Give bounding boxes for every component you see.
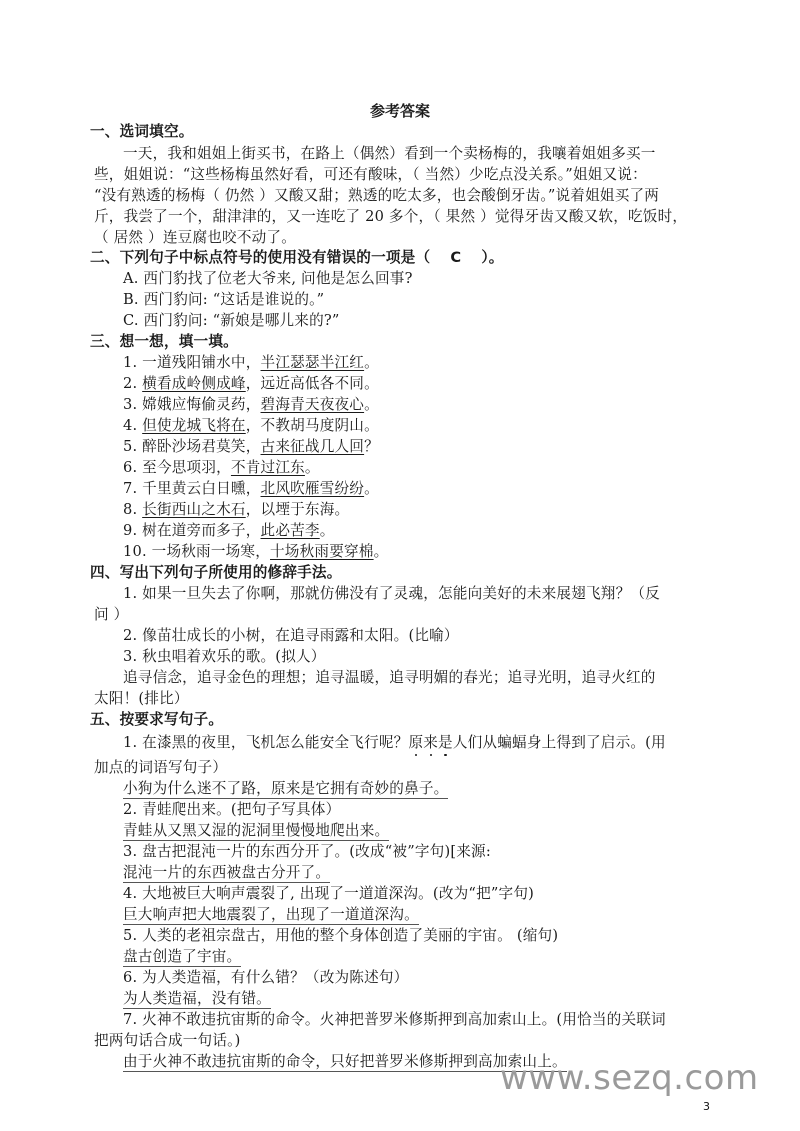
given-text: 一道残阳铺水中，: [142, 354, 261, 371]
answer-4: 巨大响声把大地震裂了，出现了一道道深沟。: [123, 906, 419, 923]
item-number: 4.: [123, 417, 143, 434]
rhetoric-item: 3. 秋虫唱着欢乐的歌。(拟人）: [123, 648, 326, 665]
rewrite-question-1: [123, 733, 666, 753]
watermark: www.sezq.com: [500, 1058, 759, 1098]
item-number: 8.: [123, 501, 143, 518]
rhetoric-item: 2. 像苗壮成长的小树，在追寻雨露和太阳。(比喻）: [123, 627, 459, 644]
rewrite-question-7-cont: 把两句话合成一句话。): [94, 1032, 241, 1049]
section-1-line: （ 居然 ）连豆腐也咬不动了。: [94, 229, 296, 246]
emphasis-dot-char: 是: [438, 734, 453, 751]
section-3-heading: 三、想一想，填一填。: [90, 333, 238, 350]
section-1-line: “没有熟透的杨梅（ 仍然 ）又酸又甜；熟透的吃太多，也会酸倒牙齿。”说着姐姐买了两: [94, 187, 660, 204]
poem-item: [123, 353, 379, 373]
answer-text: 横看成岭侧成峰: [142, 375, 246, 392]
rewrite-question-3: 3. 盘古把混沌一片的东西分开了。(改成“被”字句)[来源:: [123, 843, 491, 860]
punctuation: 。: [364, 480, 379, 497]
answer-text: 此必苦李: [260, 522, 320, 539]
answer-5: 盘古创造了宇宙。: [123, 948, 242, 965]
punctuation: 。: [319, 522, 335, 539]
given-text: 醉卧沙场君莫笑，: [142, 438, 261, 455]
item-number: 5.: [123, 438, 143, 455]
answer-text: 长街西山之木石: [142, 501, 246, 518]
given-text: 一场秋雨一场寒，: [151, 543, 271, 560]
page-title: 参考答案: [369, 102, 430, 120]
given-text: ，不教胡马度阴山。: [245, 417, 379, 434]
answer-text: 古来征战几人回: [260, 438, 365, 455]
poem-item: [123, 542, 388, 562]
option-a: A. 西门豹找了位老大爷来, 问他是怎么回事?: [123, 270, 413, 287]
rewrite-question-6: 6. 为人类造福，有什么错？（改为陈述句）: [123, 969, 409, 986]
poem-item: [123, 437, 379, 457]
rewrite-question-7: 7. 火神不敢违抗宙斯的命令。火神把普罗米修斯押到高加索山上。(用恰当的关联词: [123, 1011, 666, 1028]
item-number: 7.: [123, 480, 143, 497]
emphasis-dot-char: 来: [423, 734, 439, 751]
option-b: B. 西门豹问: “这话是谁说的。”: [123, 291, 325, 308]
punctuation: 。: [373, 543, 389, 560]
poem-item: [123, 521, 335, 541]
rhetoric-item: 1. 如果一旦失去了你啊，那就仿佛没有了灵魂，怎能向美好的未来展翅飞翔？（反: [123, 585, 660, 602]
section-5-heading: 五、按要求写句子。: [90, 711, 224, 728]
answer-6: 为人类造福，没有错。: [123, 990, 271, 1007]
given-text: ，以堙于东海。: [245, 501, 350, 518]
poem-item: [123, 458, 320, 478]
item-number: 6.: [123, 459, 143, 476]
item-number: 9.: [123, 522, 143, 539]
answer-text: 北风吹雁雪纷纷: [260, 480, 365, 497]
item-number: 1.: [123, 354, 143, 371]
answer-text: 半江瑟瑟半江红: [260, 354, 365, 371]
answer-text: 不肯过江东: [230, 459, 305, 476]
answer-1: 小狗为什么迷不了路，原来是它拥有奇妙的鼻子。: [123, 780, 449, 797]
section-1-heading: 一、选词填空。: [90, 123, 194, 140]
given-text: ，远近高低各不同。: [245, 375, 379, 392]
rewrite-question-2: 2. 青蛙爬出来。(把句子写具体）: [123, 801, 341, 818]
poem-item: [123, 395, 379, 415]
given-text: 至今思项羽，: [142, 459, 231, 476]
section-4-heading: 四、写出下列句子所使用的修辞手法。: [90, 564, 342, 581]
rhetoric-item: 问 ）: [94, 606, 129, 623]
rewrite-question-5: 5. 人类的老祖宗盘古，用他的整个身体创造了美丽的宇宙。 (缩句): [123, 927, 559, 944]
section-2-heading: 二、下列句子中标点符号的使用没有错误的一项是（ C ）。: [90, 249, 504, 266]
answer-text: 十场秋雨要穿棉: [270, 543, 374, 560]
given-text: 嫦娥应悔偷灵药，: [142, 396, 261, 413]
rhetoric-item: 追寻信念，追寻金色的理想；追寻温暖，追寻明媚的春光；追寻光明，追寻火红的: [123, 669, 656, 686]
item-number: 10.: [123, 543, 152, 560]
poem-item: [123, 479, 379, 499]
question-text: 人们从蝙蝠身上得到了启示。(用: [452, 734, 666, 751]
emphasis-dot-char: 原: [408, 734, 424, 751]
given-text: 树在道旁而多子，: [142, 522, 261, 539]
section-1-line: 斤，我尝了一个，甜津津的，又一连吃了 20 多个，（ 果然 ）觉得牙齿又酸又软，吃饭时，: [94, 208, 688, 225]
answer-3: 混沌一片的东西被盘古分开了。: [123, 864, 331, 881]
given-text: 千里黄云白日曛，: [142, 480, 261, 497]
item-number: 3.: [123, 396, 143, 413]
section-1-line: 一天，我和姐姐上街买书，在路上（偶然）看到一个卖杨梅的，我嚷着姐姐多买一: [123, 145, 656, 162]
option-c: C. 西门豹问: “新娘是哪儿来的?”: [123, 312, 340, 329]
poem-item: [123, 500, 349, 520]
punctuation: 。: [364, 396, 379, 413]
page-number: 3: [703, 1100, 710, 1113]
item-number: 2.: [123, 375, 143, 392]
rewrite-question-1-cont: 加点的词语写句子）: [94, 759, 228, 776]
rewrite-question-4: 4. 大地被巨大响声震裂了, 出现了一道道深沟。(改为“把”字句): [123, 885, 535, 902]
poem-item: [123, 374, 379, 394]
answer-text: 碧海青天夜夜心: [260, 396, 365, 413]
rhetoric-item: 太阳！(排比）: [94, 690, 189, 707]
answer-text: 但使龙城飞将在: [142, 417, 246, 434]
poem-item: [123, 416, 379, 436]
punctuation: ？: [364, 438, 379, 455]
question-text: 1. 在漆黑的夜里，飞机怎么能安全飞行呢？: [123, 734, 409, 751]
punctuation: 。: [364, 354, 379, 371]
punctuation: 。: [304, 459, 320, 476]
answer-2: 青蛙从又黑又湿的泥洞里慢慢地爬出来。: [123, 822, 390, 839]
answer-7: 由于火神不敢违抗宙斯的命令，只好把普罗米修斯押到高加索山上。: [123, 1053, 567, 1070]
section-1-line: 些，姐姐说：“这些杨梅虽然好看，可还有酸味，（ 当然）少吃点没关系。”姐姐又说：: [94, 166, 647, 183]
